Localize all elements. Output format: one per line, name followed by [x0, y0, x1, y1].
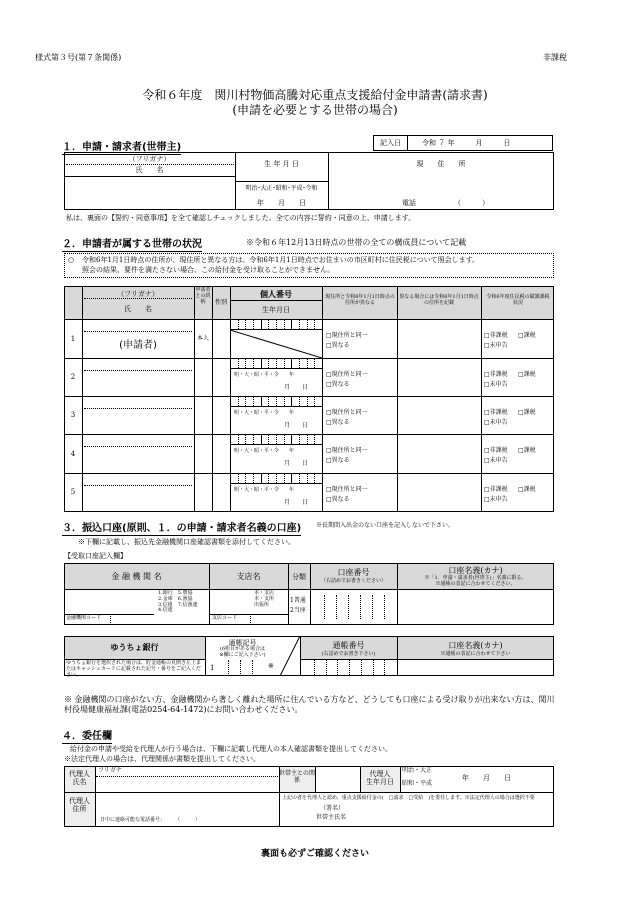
householder-signature-input[interactable]: [350, 813, 550, 825]
tax-status-checkbox[interactable]: □未申告: [484, 342, 508, 349]
birth-month-day: 月 日: [284, 499, 309, 506]
member-name-input[interactable]: [84, 321, 192, 331]
tax-status-checkbox[interactable]: □未申告: [484, 457, 508, 464]
member-name-input[interactable]: [84, 436, 192, 471]
address-checkbox[interactable]: □現住所と同一: [326, 409, 368, 416]
address-checkbox[interactable]: □現住所と同一: [326, 486, 368, 493]
tax-status-label: 非課税: [543, 53, 567, 62]
my-number-field[interactable]: [230, 434, 322, 445]
account-number-input[interactable]: [312, 591, 396, 623]
birth-era: 明・大・昭・平・令 年: [234, 410, 295, 416]
birth-era: 明・大・昭・平・令 年: [234, 448, 295, 454]
section3-heading: ３．振込口座(原則、１．の申請・請求者名義の口座): [62, 523, 302, 534]
previous-address-input[interactable]: [399, 360, 479, 394]
address-input[interactable]: [330, 178, 552, 196]
section2-heading: ２．申請者が属する世帯の状況: [62, 239, 202, 250]
member-relation-input[interactable]: [195, 436, 211, 470]
phone-input[interactable]: （ ）: [454, 199, 489, 207]
birth-month-day: 月 日: [284, 460, 309, 467]
member-name-input[interactable]: [84, 475, 192, 510]
member-relation-input[interactable]: [195, 475, 211, 509]
address-checkbox[interactable]: □異なる: [326, 419, 350, 426]
bank-name-input[interactable]: [66, 591, 156, 613]
agent-address-input[interactable]: [97, 794, 277, 814]
section4-heading: ４．委任欄: [62, 731, 112, 742]
tax-status-checkbox[interactable]: □未申告: [484, 381, 508, 388]
previous-address-input[interactable]: [399, 436, 479, 470]
my-number-field[interactable]: [230, 473, 322, 484]
yucho-diagonal: [280, 636, 300, 676]
tax-status-checkbox[interactable]: □非課税: [484, 486, 508, 493]
birth-month-day: 月 日: [284, 422, 309, 429]
address-checkbox[interactable]: □異なる: [326, 381, 350, 388]
tax-status-checkbox[interactable]: □課税: [518, 486, 536, 493]
tax-status-checkbox[interactable]: □課税: [518, 332, 536, 339]
applicant-name-input[interactable]: [66, 178, 233, 208]
member-relation-input[interactable]: [195, 398, 211, 432]
address-checkbox[interactable]: □異なる: [326, 342, 350, 349]
my-number-field[interactable]: [230, 319, 322, 330]
tax-status-checkbox[interactable]: □未申告: [484, 496, 508, 503]
agreement-text: 私は、裏面の【誓約・同意事項】を全て確認しチェックしました。全ての内容に誓約・同意の上、申請します。: [66, 214, 416, 222]
section1-heading: １．申請・請求者(世帯主): [62, 142, 182, 153]
branch-name-input[interactable]: [211, 591, 253, 613]
address-checkbox[interactable]: □異なる: [326, 496, 350, 503]
title-line1: 令和６年度 関川村物価高騰対応重点支援給付金申請書(請求書): [142, 88, 488, 102]
tax-status-checkbox[interactable]: □課税: [518, 371, 536, 378]
tax-status-checkbox[interactable]: □非課税: [484, 332, 508, 339]
tax-status-checkbox[interactable]: □課税: [518, 447, 536, 454]
previous-address-input[interactable]: [399, 475, 479, 509]
row1-birth-diagonal: [230, 330, 322, 358]
applicant-row-name: (申請者): [119, 340, 157, 351]
no-account-note: ※ 金融機関の口座がない方、金融機関から著しく離れた場所に住んでいる方など、どうしても口座による受け取りが出来ない方は、関川村役場健康福祉課(電話0254-64-1472)にお問い合わせください。: [64, 695, 555, 714]
address-checkbox[interactable]: □現住所と同一: [326, 332, 368, 339]
tax-status-checkbox[interactable]: □課税: [518, 409, 536, 416]
member-relation-input[interactable]: [195, 360, 211, 394]
title-line2: (申請を必要とする世帯の場合): [232, 103, 398, 117]
address-checkbox[interactable]: □異なる: [326, 457, 350, 464]
birth-month-day: 月 日: [284, 384, 309, 391]
tax-status-checkbox[interactable]: □非課税: [484, 371, 508, 378]
tax-status-checkbox[interactable]: □非課税: [484, 447, 508, 454]
yucho-holder-input[interactable]: [399, 661, 552, 675]
entry-date-label-box: 記入日: [373, 135, 408, 151]
yucho-bango-input[interactable]: [302, 660, 396, 675]
member-name-input[interactable]: [84, 360, 192, 395]
address-checkbox[interactable]: □現住所と同一: [326, 371, 368, 378]
my-number-field[interactable]: [230, 396, 322, 407]
previous-address-input[interactable]: [399, 398, 479, 432]
account-holder-input[interactable]: [399, 591, 552, 623]
entry-date-field[interactable]: 令和 ７ 年 月 日: [407, 135, 553, 151]
my-number-field[interactable]: [230, 358, 322, 369]
tax-status-checkbox[interactable]: □未申告: [484, 419, 508, 426]
form-number: 様式第３号(第７条関係): [35, 53, 122, 62]
relation-input[interactable]: [316, 768, 359, 791]
footer-note: 裏面も必ずご確認ください: [260, 849, 369, 859]
member-name-input[interactable]: [84, 398, 192, 433]
birth-era: 明・大・昭・平・令 年: [234, 372, 295, 378]
agent-name-input[interactable]: [97, 778, 277, 791]
address-checkbox[interactable]: □現住所と同一: [326, 447, 368, 454]
previous-address-input[interactable]: [399, 321, 479, 355]
tax-status-checkbox[interactable]: □非課税: [484, 409, 508, 416]
birth-era: 明・大・昭・平・令 年: [234, 487, 295, 493]
yucho-kigo-input[interactable]: [216, 660, 266, 674]
